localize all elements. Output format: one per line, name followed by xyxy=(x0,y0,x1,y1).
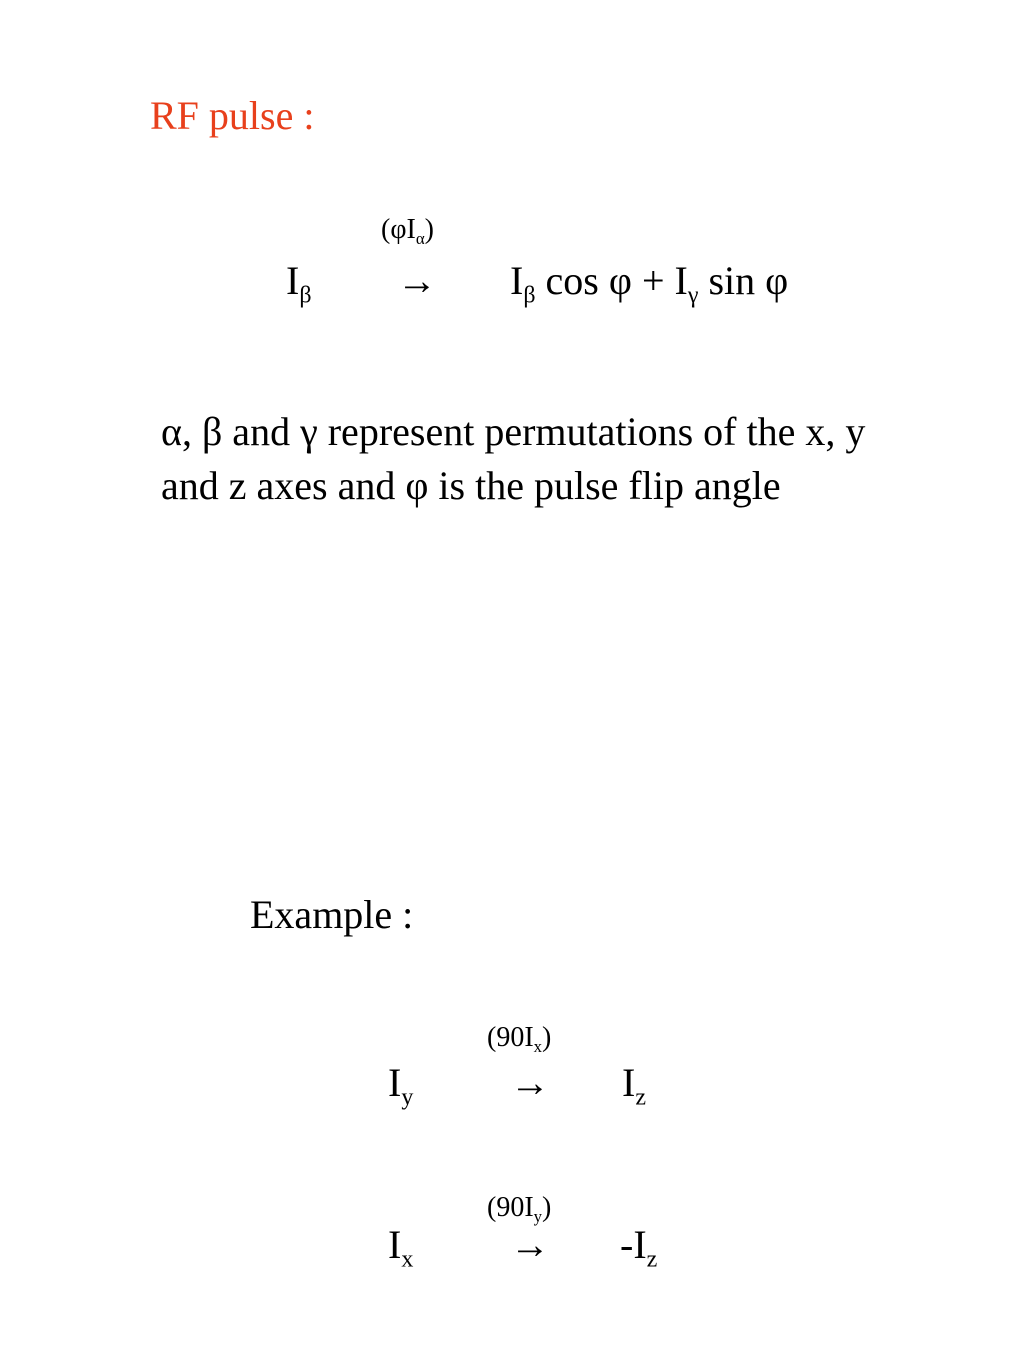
example-1-arrow: → xyxy=(510,1060,550,1105)
rhs-middle: cos φ + I xyxy=(535,258,688,303)
description xyxy=(161,405,865,513)
operator-suffix: ) xyxy=(542,1192,552,1223)
general-rhs xyxy=(510,258,789,309)
rhs-I1: I xyxy=(510,258,524,303)
example-2-lhs xyxy=(388,1222,414,1273)
example-2-arrow: → xyxy=(510,1222,550,1267)
operator-subscript: y xyxy=(533,1206,543,1226)
operator-subscript: x xyxy=(533,1036,543,1056)
operator-prefix: (90I xyxy=(487,1192,534,1223)
example-1-operator xyxy=(487,1022,551,1054)
operator-prefix: (90I xyxy=(487,1022,534,1053)
rhs-subscript: z xyxy=(646,1246,658,1273)
rhs-I: -I xyxy=(620,1222,647,1267)
example-label: Example : xyxy=(250,892,414,937)
general-arrow: → xyxy=(397,258,437,303)
operator-open: ( xyxy=(381,214,391,245)
general-lhs xyxy=(286,258,312,309)
description-line-2: and z axes and φ is the pulse flip angle xyxy=(161,463,781,508)
example-2-operator xyxy=(487,1192,551,1224)
rhs-subscript-1: β xyxy=(523,282,536,309)
example-2-rhs xyxy=(620,1222,658,1273)
lhs-I: I xyxy=(286,258,300,303)
description-line-1: α, β and γ represent permutations of the x, y xyxy=(161,409,866,454)
operator-subscript: α xyxy=(415,228,425,248)
operator-phi: φ xyxy=(390,214,407,245)
lhs-subscript: β xyxy=(299,282,312,309)
lhs-subscript: x xyxy=(401,1246,414,1273)
example-1-rhs xyxy=(622,1060,646,1111)
rhs-I: I xyxy=(622,1060,636,1105)
slide-title: RF pulse : xyxy=(150,93,315,138)
example-1-lhs xyxy=(388,1060,414,1111)
operator-suffix: ) xyxy=(542,1022,552,1053)
lhs-subscript: y xyxy=(401,1084,414,1111)
rhs-end: sin φ xyxy=(698,258,789,303)
lhs-I: I xyxy=(388,1060,402,1105)
operator-close: ) xyxy=(424,214,434,245)
operator-I: I xyxy=(406,214,416,245)
rhs-subscript-2: γ xyxy=(687,282,699,309)
rhs-subscript: z xyxy=(635,1084,646,1111)
lhs-I: I xyxy=(388,1222,402,1267)
general-pulse-operator xyxy=(381,214,434,246)
